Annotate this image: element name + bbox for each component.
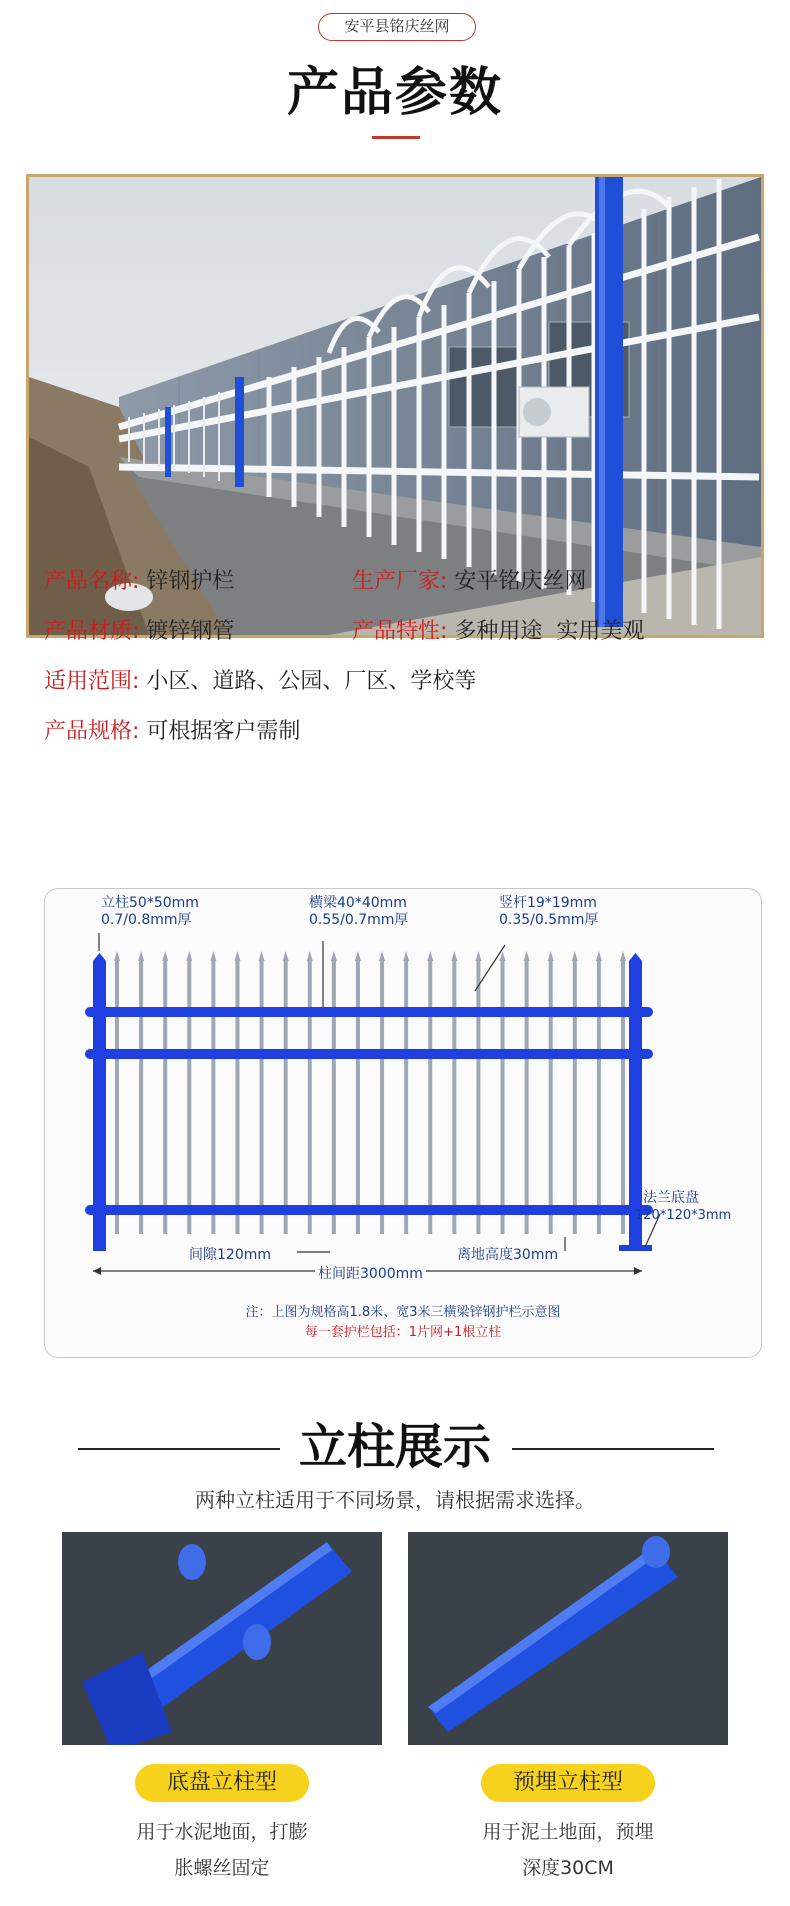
diagram-set-note: 每一套护栏包括：1片网+1根立柱 [304,1325,502,1340]
description-line: 用于泥土地面，预埋 [482,1821,654,1843]
spec-key: 产品规格: [44,719,140,744]
picket-tip [596,951,602,961]
base-post-illustration [62,1532,382,1745]
spec-material [44,614,234,645]
embedded-post-illustration [408,1532,728,1745]
spec-product-name [44,564,234,595]
flange-spec-label [635,1189,731,1225]
rail-spec-line-2: 0.55/0.7mm厚 [309,912,409,928]
picket-tip [403,951,409,961]
picket-tip [427,951,433,961]
diagram-note: 注：上图为规格高1.8米、宽3米三横梁锌钢护栏示意图 [245,1305,561,1320]
badge-embedded-post: 预埋立柱型 [481,1764,655,1802]
spec-features [352,614,644,645]
rail-middle [85,1049,653,1059]
picket-tip [475,951,481,961]
spec-value: 锌钢护栏 [146,569,235,594]
description-line: 深度30CM [522,1857,614,1879]
picket-tip [620,951,626,961]
picket-tip [210,951,216,961]
picket-tip [331,951,337,961]
rail-top [85,1007,653,1017]
flange-spec-line-1: 法兰底盘 [643,1190,699,1206]
picket-tip [138,951,144,961]
post-spec-label [101,895,199,929]
description-line: 胀螺丝固定 [174,1857,270,1879]
post-spec-line-1: 立柱50*50mm [101,895,199,911]
post-image-base [62,1532,382,1745]
picket-tip [234,951,240,961]
spec-key: 适用范围: [44,669,140,694]
picket-tip [114,951,120,961]
post-image-embedded [408,1532,728,1745]
embedded-post-description [408,1814,728,1886]
picket-tip [355,951,361,961]
spec-value: 安平铭庆丝网 [454,569,587,594]
spec-value: 多种用途 实用美观 [454,619,645,644]
rail-bottom [85,1205,653,1215]
spec-value: 小区、道路、公园、厂区、学校等 [146,669,477,694]
rail-spec-line-1: 横梁40*40mm [309,895,407,911]
picket-tip [379,951,385,961]
spec-manufacturer [352,564,586,595]
spec-key: 生产厂家: [352,569,448,594]
picket-spec-line-1: 竖杆19*19mm [499,895,597,911]
picket-tip [259,951,265,961]
picket-tip [307,951,313,961]
picket-spec-label [499,895,598,929]
spec-value: 镀锌钢管 [146,619,235,644]
company-tag: 安平县铭庆丝网 [318,13,476,41]
base-post-description [62,1814,382,1886]
title-underline [372,136,420,139]
spec-value: 可根据客户需制 [146,719,301,744]
post-spec-line-2: 0.7/0.8mm厚 [101,912,192,928]
spec-scope [44,664,476,695]
fence-spec-diagram [44,888,762,1358]
description-line: 用于水泥地面，打膨 [136,1821,308,1843]
picket-tip [186,951,192,961]
ground-clearance-label: 离地高度30mm [457,1247,559,1263]
badge-base-post: 底盘立柱型 [135,1764,309,1802]
page-title: 产品参数 [286,63,503,123]
picket-tip [548,951,554,961]
post-spacing-label: 柱间距3000mm [315,1263,426,1283]
section-subtitle: 两种立柱适用于不同场景，请根据需求选择。 [195,1488,595,1512]
spec-key: 产品名称: [44,569,140,594]
picket-tip [162,951,168,961]
spec-key: 产品特性: [352,619,448,644]
spec-key: 产品材质: [44,619,140,644]
flange-spec-line-2: 120*120*3mm [635,1208,732,1223]
gap-label: 间隙120mm [189,1247,271,1263]
spec-size [44,714,300,745]
picket-tip [283,951,289,961]
flange-base [619,1245,652,1251]
picket-spec-line-2: 0.35/0.5mm厚 [499,912,599,928]
fence-diagram-svg [45,889,761,1357]
section-title: 立柱展示 [298,1419,491,1475]
rail-spec-label [309,895,408,929]
picket-tip [572,951,578,961]
picket-tip [451,951,457,961]
picket-tip [524,951,530,961]
